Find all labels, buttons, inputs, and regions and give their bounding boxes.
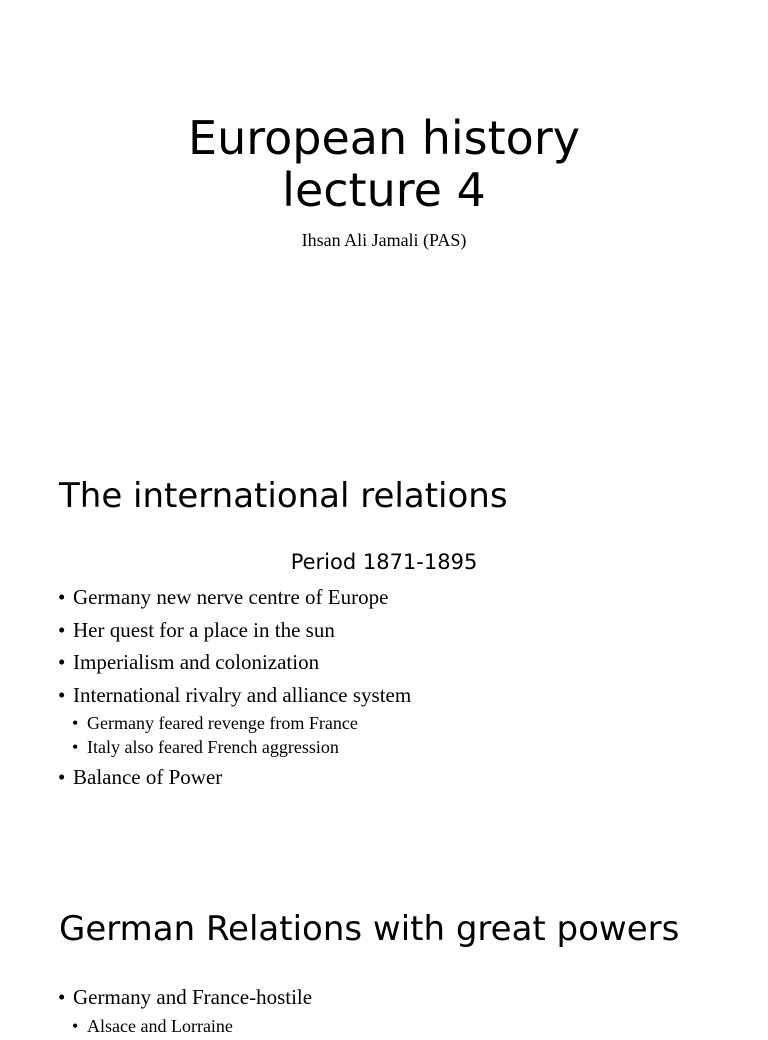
slide-heading: German Relations with great powers <box>59 909 680 949</box>
sub-bullet-list <box>58 1014 312 1040</box>
bullet-item: • Germany and France-hostile <box>58 981 312 1014</box>
slide-international-relations <box>0 432 768 816</box>
bullet-item: • Balance of Power <box>58 761 411 794</box>
presentation-title <box>0 112 768 216</box>
bullet-item: • International rivalry and alliance system <box>58 679 411 712</box>
bullet-item: • Imperialism and colonization <box>58 646 411 679</box>
sub-bullet-item: • Alsace and Lorraine <box>58 1014 312 1038</box>
period-subheading: Period 1871-1895 <box>290 550 478 574</box>
sub-bullet-item: • Italy also feared French aggression <box>58 735 411 759</box>
bullet-list <box>58 581 411 794</box>
presenter-name: Ihsan Ali Jamali (PAS) <box>301 230 467 250</box>
slide-title <box>0 0 768 384</box>
bullet-item: • Germany new nerve centre of Europe <box>58 581 411 614</box>
sub-bullet-list <box>58 711 411 761</box>
bullet-list <box>58 981 312 1040</box>
title-line-2: lecture 4 <box>282 163 486 217</box>
sub-bullet-item: • Germany feared revenge from France <box>58 711 411 735</box>
bullet-item: • Her quest for a place in the sun <box>58 614 411 647</box>
slide-heading: The international relations <box>59 476 508 516</box>
slide-german-relations <box>0 864 768 1036</box>
title-line-1: European history <box>188 111 580 165</box>
